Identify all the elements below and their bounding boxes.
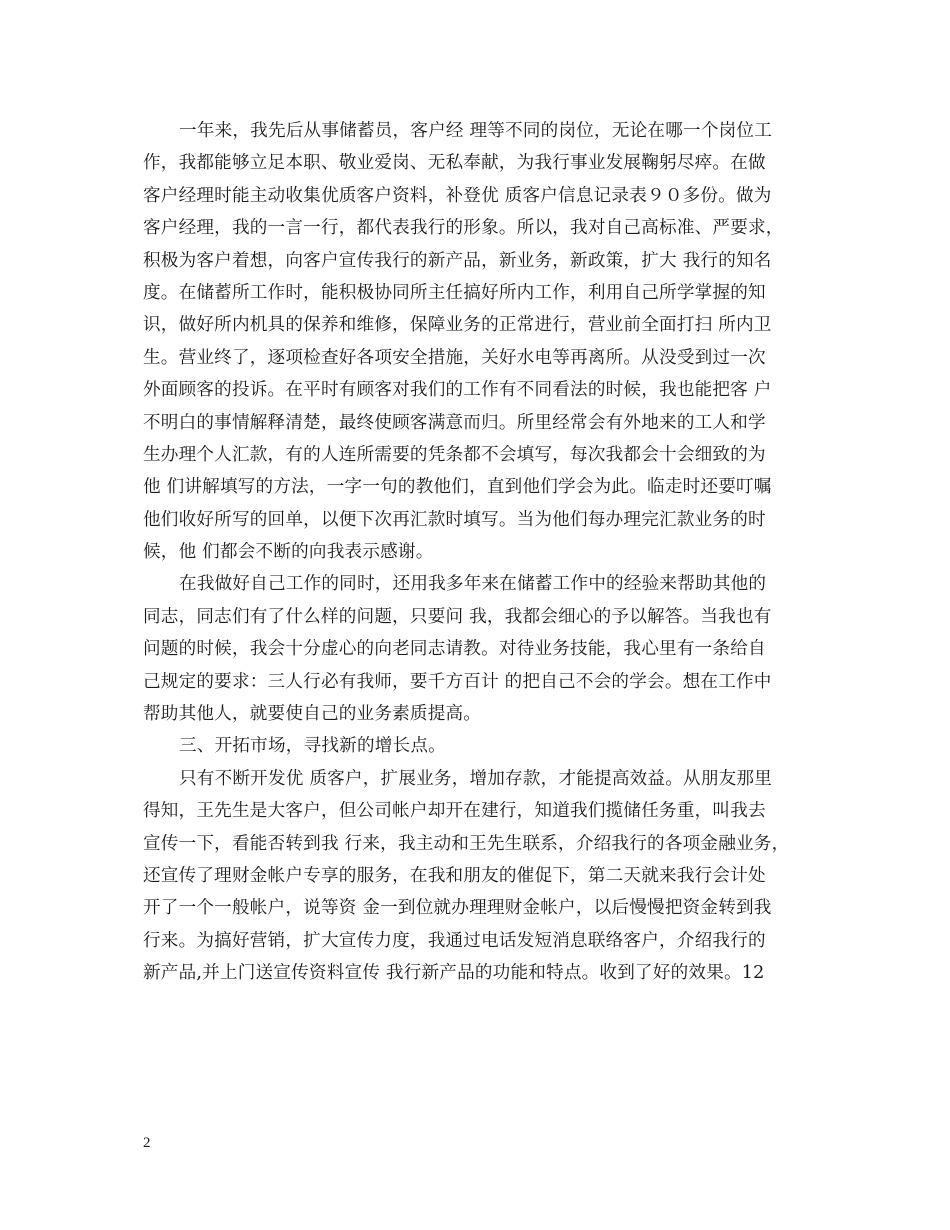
paragraph-line: 生办理个人汇款，有的人连所需要的凭条都不会填写，每次我都会十会细致的为 — [143, 444, 766, 465]
paragraph-line: 问题的时候，我会十分虚心的向老同志请教。对待业务技能，我心里有一条给自 — [143, 639, 766, 660]
paragraph-line: 他 们讲解填写的方法，一字一句的教他们，直到他们学会为此。临走时还要叮嘱 — [143, 477, 772, 498]
paragraph-line: 候，他 们都会不断的向我表示感谢。 — [143, 542, 434, 563]
paragraph-line: 他们收好所写的回单，以便下次再汇款时填写。当为他们每办理完汇款业务的时 — [143, 509, 766, 530]
paragraph-line: 一年来，我先后从事储蓄员，客户经 理等不同的岗位，无论在哪一个岗位工 — [179, 121, 772, 141]
paragraph-line: 客户经理时能主动收集优质客户资料，补登优 质客户信息记录表９０多份。做为 — [143, 185, 772, 206]
paragraph-line: 生。营业终了，逐项检查好各项安全措施，关好水电等再离所。从没受到过一次 — [143, 347, 766, 368]
paragraph-line: 开了一个一般帐户，说等资 金一到位就办理理财金帐户，以后慢慢把资金转到我 — [143, 898, 772, 919]
paragraph-line: 外面顾客的投诉。在平时有顾客对我们的工作有不同看法的时候，我也能把客 户 — [143, 380, 772, 401]
paragraph-line: 作，我都能够立足本职、敬业爱岗、无私奉献，为我行事业发展鞠躬尽瘁。在做 — [143, 153, 766, 174]
paragraph-line: 行来。为搞好营销，扩大宣传力度，我通过电话发短消息联络客户，介绍我行的 — [143, 930, 766, 951]
paragraph-line: 不明白的事情解释清楚，最终使顾客满意而归。所里经常会有外地来的工人和学 — [143, 412, 766, 433]
paragraph-line: 己规定的要求：三人行必有我师，要千方百计 的把自己不会的学会。想在工作中 — [143, 671, 772, 692]
paragraph-line: 在我做好自己工作的同时，还用我多年来在储蓄工作中的经验来帮助其他的 — [179, 574, 767, 595]
paragraph-line: 宣传一下，看能否转到我 行来，我主动和王先生联系，介绍我行的各项金融业务， — [143, 833, 790, 854]
paragraph-line: 只有不断开发优 质客户，扩展业务，增加存款，才能提高效益。从朋友那里 — [179, 768, 772, 789]
page-number: 2 — [143, 1135, 151, 1151]
paragraph-line: 同志，同志们有了什么样的问题，只要问 我，我都会细心的予以解答。当我也有 — [143, 606, 772, 627]
paragraph-line: 新产品,并上门送宣传资料宣传 我行新产品的功能和特点。收到了好的效果。12 — [143, 963, 765, 984]
document-body — [143, 115, 813, 990]
paragraph-line: 帮助其他人，就要使自己的业务素质提高。 — [143, 704, 482, 725]
paragraph-line: 度。在储蓄所工作时，能积极协同所主任搞好所内工作，利用自己所学掌握的知 — [143, 282, 766, 303]
paragraph-line: 客户经理，我的一言一行，都代表我行的形象。所以，我对自己高标准、严要求， — [143, 218, 784, 239]
paragraph-line: 识，做好所内机具的保养和维修，保障业务的正常进行，营业前全面打扫 所内卫 — [143, 315, 772, 336]
paragraph-line: 还宣传了理财金帐户专享的服务，在我和朋友的催促下，第二天就来我行会计处 — [143, 865, 766, 886]
section-heading: 三、开拓市场，寻找新的增长点。 — [179, 736, 446, 757]
paragraph-line: 得知，王先生是大客户，但公司帐户却开在建行，知道我们揽储任务重，叫我去 — [143, 801, 766, 822]
paragraph-line: 积极为客户着想，向客户宣传我行的新产品，新业务，新政策，扩大 我行的知名 — [143, 250, 772, 271]
